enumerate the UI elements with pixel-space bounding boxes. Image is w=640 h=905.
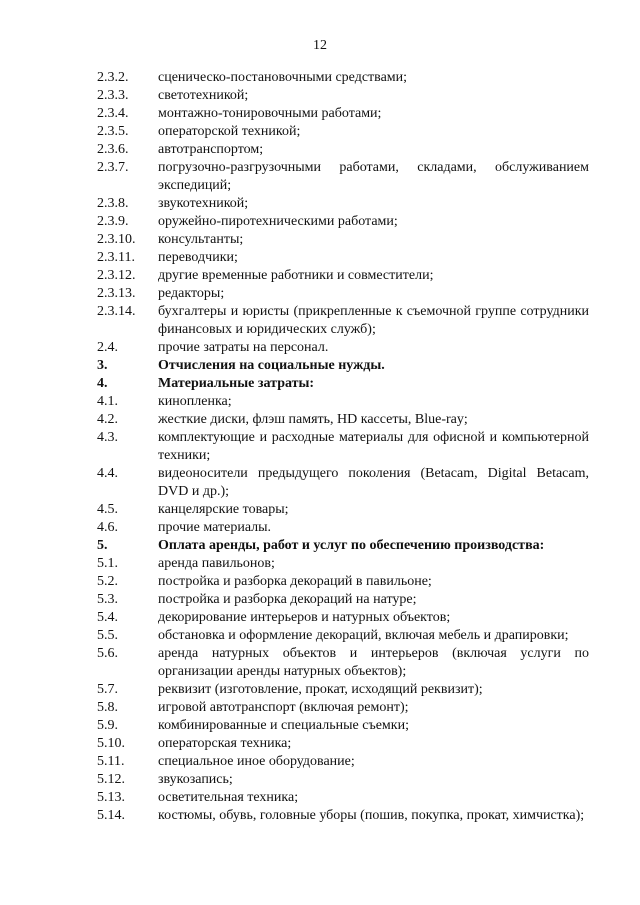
item-number: 5.1.: [97, 556, 118, 571]
item-text: оружейно-пиротехническими работами;: [158, 214, 398, 229]
item-text: кинопленка;: [158, 394, 232, 409]
item-text: постройка и разборка декораций на натуре;: [158, 592, 417, 607]
list-item: [97, 681, 589, 699]
item-number: 5.10.: [97, 736, 125, 751]
item-number: 4.6.: [97, 520, 118, 535]
item-number: 2.3.14.: [97, 304, 136, 319]
item-text: другие временные работники и совместители;: [158, 268, 434, 283]
list-item: [97, 573, 589, 591]
item-text: осветительная техника;: [158, 790, 299, 805]
item-number: 5.4.: [97, 610, 118, 625]
item-number: 4.4.: [97, 466, 118, 481]
item-number: 5.7.: [97, 682, 118, 697]
item-number: 5.12.: [97, 772, 125, 787]
list-item: [97, 645, 589, 681]
item-text: комплектующие и расходные материалы для офисной и компьютерной техники;: [158, 430, 589, 463]
list-item: [97, 123, 589, 141]
list-item: [97, 357, 589, 375]
item-number: 4.1.: [97, 394, 118, 409]
item-text: постройка и разборка декораций в павильоне;: [158, 574, 432, 589]
item-number: 2.3.2.: [97, 70, 129, 85]
item-text: светотехникой;: [158, 88, 249, 103]
list-item: [97, 555, 589, 573]
list-item: [97, 465, 589, 501]
item-text: Оплата аренды, работ и услуг по обеспечению производства:: [158, 538, 545, 553]
item-text: погрузочно-разгрузочными работами, складами, обслуживанием экспедиций;: [158, 160, 589, 193]
list-item: [97, 537, 589, 555]
list-item: [97, 627, 589, 645]
item-text: консультанты;: [158, 232, 244, 247]
list-item: [97, 609, 589, 627]
list-item: [97, 87, 589, 105]
list-item: [97, 195, 589, 213]
item-text: операторской техникой;: [158, 124, 301, 139]
item-number: 2.3.5.: [97, 124, 129, 139]
item-number: 2.3.13.: [97, 286, 136, 301]
item-text: прочие материалы.: [158, 520, 272, 535]
item-text: Отчисления на социальные нужды.: [158, 358, 385, 373]
item-text: звукозапись;: [158, 772, 233, 787]
list-item: [97, 231, 589, 249]
item-text: видеоносители предыдущего поколения (Betacam, Digital Betacam, DVD и др.);: [158, 466, 589, 499]
list-item: [97, 501, 589, 519]
item-text: аренда натурных объектов и интерьеров (включая услуги по организации аренды натурных объектов);: [158, 646, 589, 679]
item-text: сценическо-постановочными средствами;: [158, 70, 408, 85]
item-text: реквизит (изготовление, прокат, исходящий реквизит);: [158, 682, 483, 697]
list-item: [97, 519, 589, 537]
list-item: [97, 249, 589, 267]
item-number: 5.13.: [97, 790, 125, 805]
item-number: 2.3.7.: [97, 160, 129, 175]
item-text: жесткие диски, флэш память, HD кассеты, Blue-ray;: [158, 412, 468, 427]
item-number: 2.3.11.: [97, 250, 135, 265]
list-item: [97, 267, 589, 285]
item-number: 2.4.: [97, 340, 118, 355]
item-number: 5.8.: [97, 700, 118, 715]
item-number: 2.3.12.: [97, 268, 136, 283]
list-item: [97, 789, 589, 807]
item-number: 5.11.: [97, 754, 125, 769]
item-text: костюмы, обувь, головные уборы (пошив, покупка, прокат, химчистка);: [158, 808, 585, 823]
item-text: прочие затраты на персонал.: [158, 340, 329, 355]
list-item: [97, 303, 589, 339]
list-item: [97, 159, 589, 195]
item-number: 4.: [97, 376, 108, 391]
item-number: 4.5.: [97, 502, 118, 517]
item-number: 5.5.: [97, 628, 118, 643]
item-number: 2.3.10.: [97, 232, 136, 247]
page-number: 12: [313, 38, 327, 53]
item-text: специальное иное оборудование;: [158, 754, 355, 769]
item-list: [97, 69, 589, 825]
list-item: [97, 591, 589, 609]
item-text: бухгалтеры и юристы (прикрепленные к съемочной группе сотрудники финансовых и юридических служб);: [158, 304, 589, 337]
item-number: 4.3.: [97, 430, 118, 445]
item-text: канцелярские товары;: [158, 502, 289, 517]
item-text: редакторы;: [158, 286, 225, 301]
item-text: игровой автотранспорт (включая ремонт);: [158, 700, 409, 715]
item-text: операторская техника;: [158, 736, 292, 751]
item-number: 5.: [97, 538, 108, 553]
item-text: комбинированные и специальные съемки;: [158, 718, 409, 733]
list-item: [97, 807, 589, 825]
list-item: [97, 699, 589, 717]
item-text: обстановка и оформление декораций, включая мебель и драпировки;: [158, 628, 569, 643]
list-item: [97, 429, 589, 465]
item-text: декорирование интерьеров и натурных объектов;: [158, 610, 451, 625]
item-text: звукотехникой;: [158, 196, 249, 211]
item-number: 4.2.: [97, 412, 118, 427]
list-item: [97, 105, 589, 123]
list-item: [97, 735, 589, 753]
list-item: [97, 771, 589, 789]
list-item: [97, 339, 589, 357]
item-text: переводчики;: [158, 250, 238, 265]
item-text: Материальные затраты:: [158, 376, 315, 391]
item-number: 2.3.8.: [97, 196, 129, 211]
list-item: [97, 393, 589, 411]
item-text: монтажно-тонировочными работами;: [158, 106, 382, 121]
item-number: 5.6.: [97, 646, 118, 661]
list-item: [97, 411, 589, 429]
list-item: [97, 213, 589, 231]
item-number: 5.3.: [97, 592, 118, 607]
list-item: [97, 285, 589, 303]
item-number: 2.3.9.: [97, 214, 129, 229]
item-number: 3.: [97, 358, 108, 373]
item-number: 2.3.6.: [97, 142, 129, 157]
item-number: 2.3.3.: [97, 88, 129, 103]
list-item: [97, 69, 589, 87]
item-number: 5.14.: [97, 808, 125, 823]
list-item: [97, 717, 589, 735]
list-item: [97, 141, 589, 159]
item-text: автотранспортом;: [158, 142, 264, 157]
item-number: 5.9.: [97, 718, 118, 733]
list-item: [97, 375, 589, 393]
list-item: [97, 753, 589, 771]
item-text: аренда павильонов;: [158, 556, 275, 571]
item-number: 2.3.4.: [97, 106, 129, 121]
item-number: 5.2.: [97, 574, 118, 589]
